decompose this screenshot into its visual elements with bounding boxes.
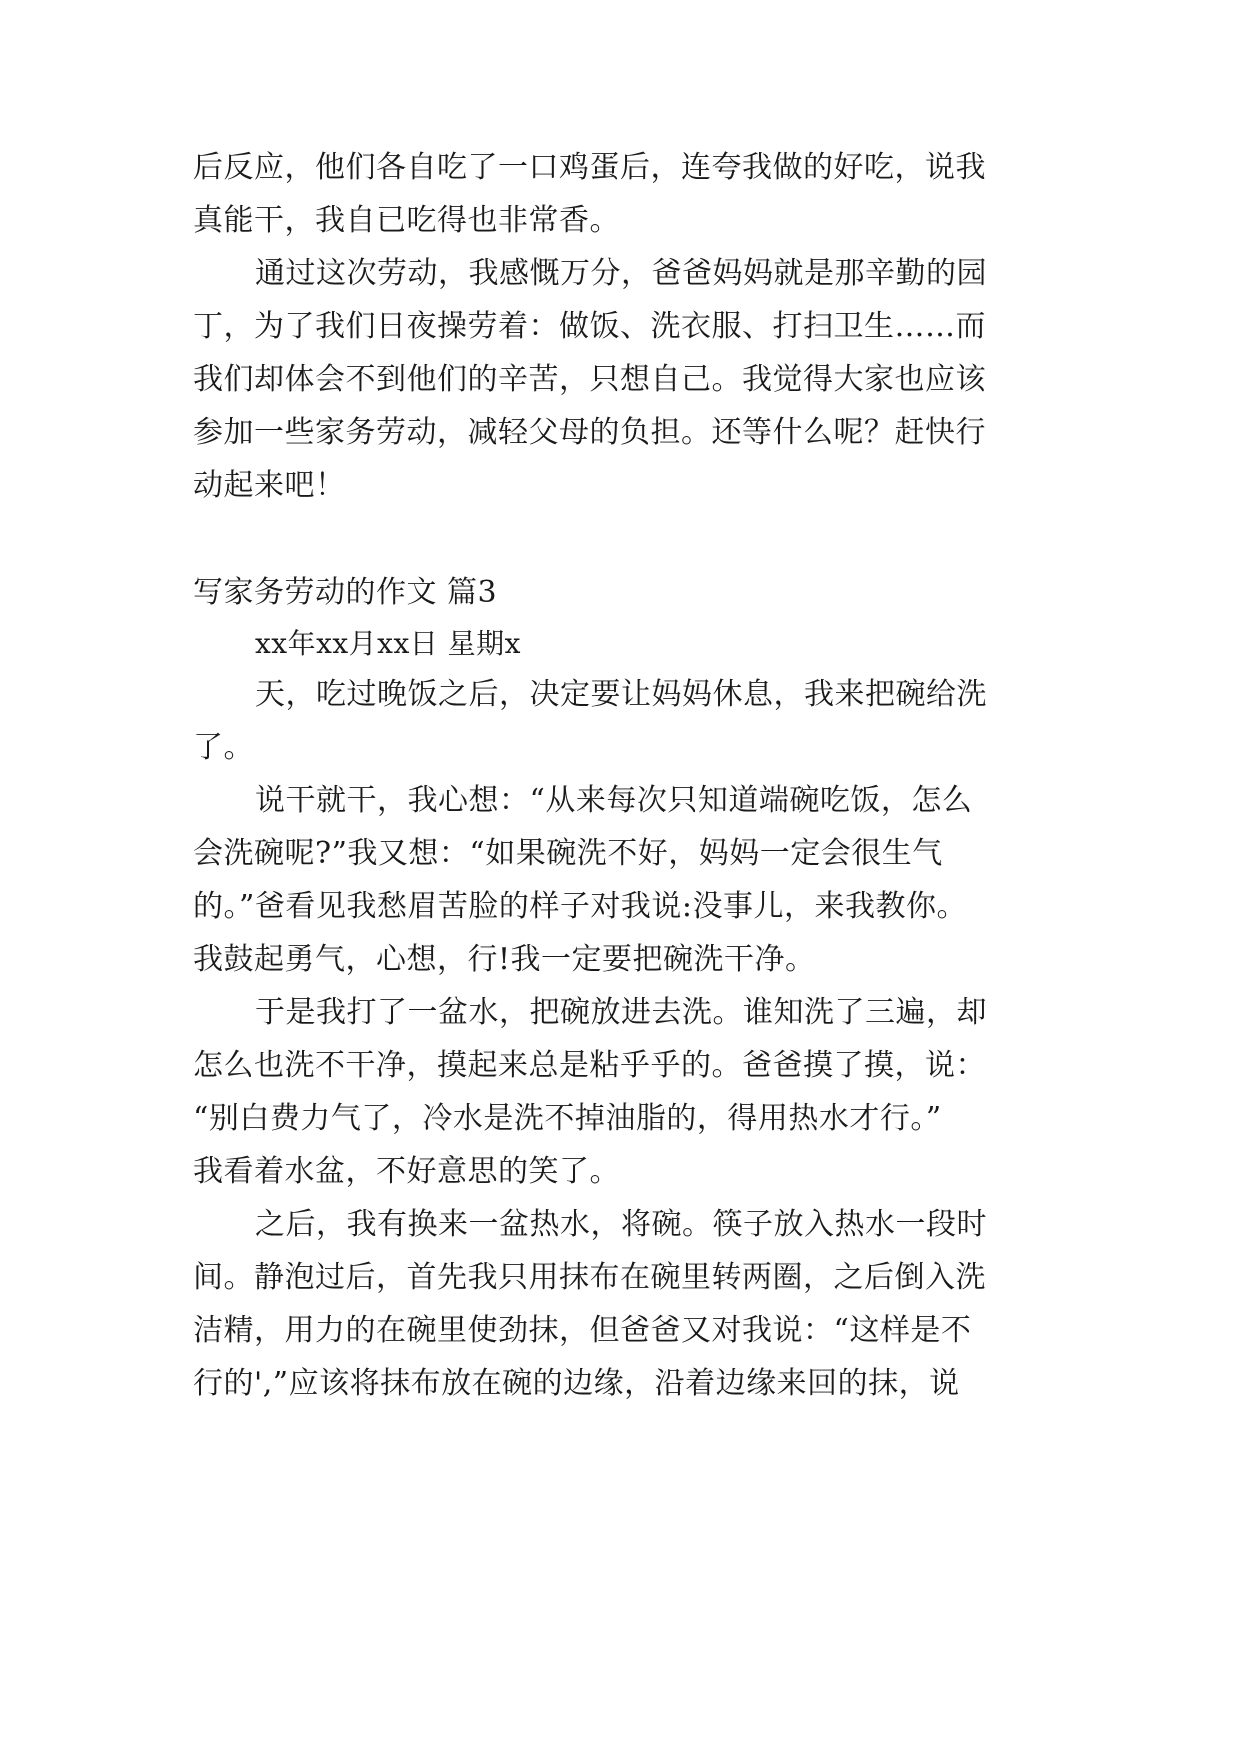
text-line: 后反应，他们各自吃了一口鸡蛋后，连夸我做的好吃，说我	[193, 150, 986, 185]
text-line: 参加一些家务劳动，减轻父母的负担。还等什么呢？赶快行	[193, 415, 986, 450]
text-line: 之后，我有换来一盆热水，将碗。筷子放入热水一段时	[255, 1207, 987, 1242]
text-line: 我鼓起勇气，心想，行!我一定要把碗洗干净。	[193, 942, 816, 977]
text-line: 了。	[193, 730, 254, 765]
text-line: 行的',”应该将抹布放在碗的边缘，沿着边缘来回的抹，说	[193, 1366, 960, 1401]
text-line: 怎么也洗不干净，摸起来总是粘乎乎的。爸爸摸了摸，说：	[193, 1048, 986, 1083]
text-line: “别白费力气了，冷水是洗不掉油脂的，得用热水才行。”	[193, 1101, 942, 1136]
text-line: 的。”爸看见我愁眉苦脸的样子对我说:没事儿，来我教你。	[193, 889, 967, 924]
text-line: 真能干，我自已吃得也非常香。	[193, 203, 620, 238]
text-line: 我看着水盆，不好意思的笑了。	[193, 1154, 620, 1189]
text-line: 洁精，用力的在碗里使劲抹，但爸爸又对我说：“这样是不	[193, 1313, 972, 1348]
text-line: 我们却体会不到他们的辛苦，只想自己。我觉得大家也应该	[193, 362, 986, 397]
text-line: 丁，为了我们日夜操劳着：做饭、洗衣服、打扫卫生……而	[193, 309, 986, 344]
date-line: xx年xx月xx日 星期x	[255, 627, 521, 660]
section-title: 写家务劳动的作文 篇3	[193, 575, 498, 610]
text-line: 会洗碗呢?”我又想：“如果碗洗不好，妈妈一定会很生气	[193, 836, 943, 871]
text-line: 天，吃过晚饭之后，决定要让妈妈休息，我来把碗给洗	[255, 677, 987, 712]
text-line: 动起来吧！	[193, 468, 346, 503]
text-line: 于是我打了一盆水，把碗放进去洗。谁知洗了三遍，却	[255, 995, 987, 1030]
text-line: 说干就干，我心想：“从来每次只知道端碗吃饭，怎么	[255, 783, 973, 818]
text-line: 间。静泡过后，首先我只用抹布在碗里转两圈，之后倒入洗	[193, 1260, 986, 1295]
text-line: 通过这次劳动，我感慨万分，爸爸妈妈就是那辛勤的园	[255, 256, 987, 291]
